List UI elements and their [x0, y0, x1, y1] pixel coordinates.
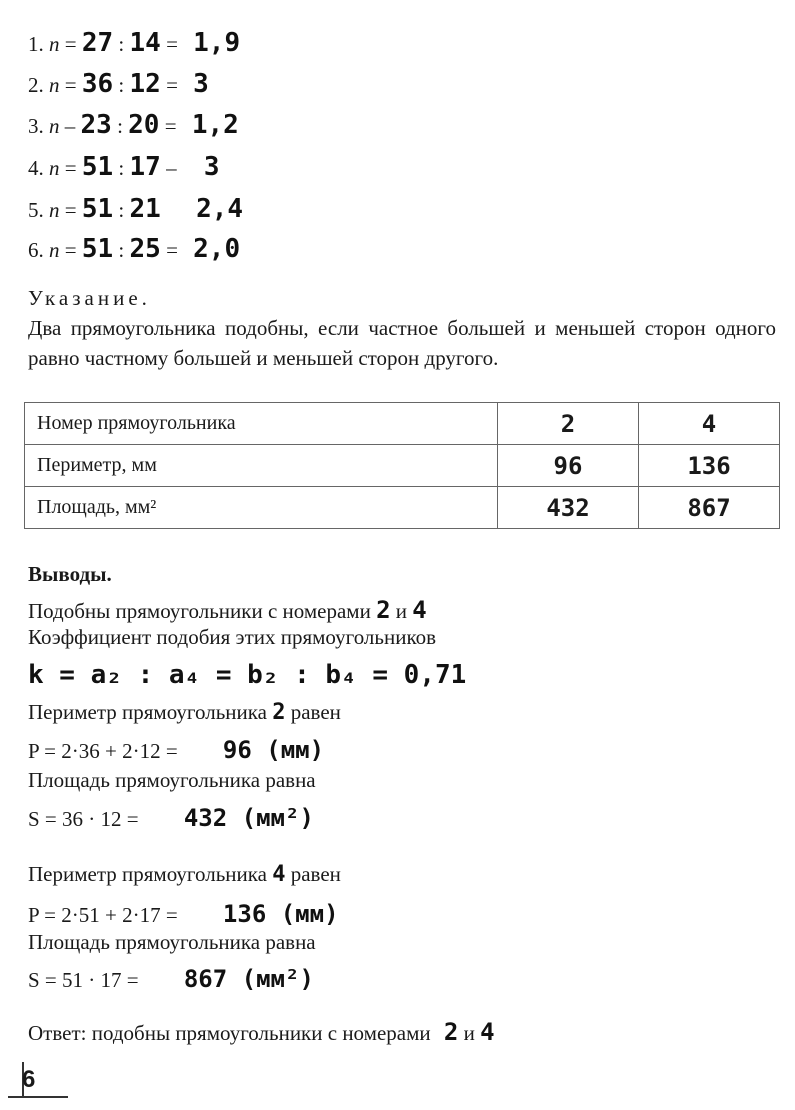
line-eq: – — [64, 114, 76, 138]
line-label: 4. — [28, 156, 44, 180]
line-eq2: = — [166, 238, 178, 262]
area-expr: S = 36 · 12 = — [28, 807, 139, 831]
line-op: : — [118, 156, 125, 180]
perimeter-suffix: равен — [290, 700, 341, 724]
table-cell-value: 136 — [639, 445, 780, 487]
area-2-calc — [28, 965, 314, 993]
line-eq: = — [64, 32, 77, 56]
answer-b: 4 — [480, 1018, 495, 1046]
line-result: 2,0 — [193, 234, 241, 264]
perimeter-text: Периметр прямоугольника — [28, 700, 267, 724]
line-var: n — [49, 32, 60, 56]
perimeter-1-line — [28, 700, 341, 725]
line-a: 51 — [81, 194, 114, 224]
perimeter-num: 2 — [272, 700, 286, 725]
hint-text: Два прямоугольника подобны, если частное большей и меньшей сторон одного равно частному большей и меньшей сторон другого. — [28, 316, 776, 370]
calc-line-3 — [28, 110, 239, 140]
line-var: n — [49, 198, 60, 222]
line-label: 6. — [28, 238, 44, 262]
rectangles-table — [24, 402, 780, 529]
line-eq: = — [64, 198, 77, 222]
area-1-calc — [28, 804, 314, 832]
line-b: 25 — [129, 234, 161, 264]
line-a: 51 — [81, 234, 114, 264]
line-label: 3. — [28, 114, 44, 138]
line-result: 3 — [193, 69, 209, 99]
calc-line-6 — [28, 234, 240, 264]
perimeter-text: Периметр прямоугольника — [28, 862, 267, 886]
perimeter-1-calc — [28, 736, 324, 764]
table-cell-value: 2 — [498, 403, 639, 445]
page-number-underline — [8, 1096, 68, 1098]
answer-a: 2 — [443, 1018, 459, 1046]
table-cell-label: Номер прямоугольника — [25, 403, 498, 445]
table-cell-value: 432 — [498, 487, 639, 529]
line-var: n — [49, 238, 60, 262]
k-expression: k = a₂ : a₄ = b₂ : b₄ = 0,71 — [28, 660, 467, 690]
answer-and: и — [463, 1021, 475, 1045]
line-op: : — [118, 32, 125, 56]
line-var: n — [49, 114, 60, 138]
area-result: 867 (мм²) — [183, 965, 314, 993]
table-cell-value: 96 — [498, 445, 639, 487]
perimeter-expr: P = 2·51 + 2·17 = — [28, 903, 178, 927]
perimeter-2-line — [28, 862, 341, 887]
area-2-text: Площадь прямоугольника равна — [28, 930, 316, 954]
line-b: 20 — [128, 110, 160, 140]
calc-line-4 — [28, 152, 219, 182]
line-b: 12 — [129, 69, 161, 99]
answer-text: Ответ: подобны прямоугольники с номерами — [28, 1021, 431, 1045]
answer-line — [28, 1018, 495, 1046]
line-b: 14 — [129, 28, 161, 58]
line-eq: = — [64, 73, 77, 97]
line-a: 27 — [81, 28, 114, 58]
line-b: 17 — [129, 152, 161, 182]
perimeter-expr: P = 2·36 + 2·12 = — [28, 739, 178, 763]
line-result: 1,2 — [191, 110, 239, 140]
calc-line-2 — [28, 69, 209, 99]
line-op: : — [117, 114, 123, 138]
calc-line-5 — [28, 194, 243, 224]
line-label: 2. — [28, 73, 44, 97]
perimeter-result: 136 (мм) — [222, 900, 339, 928]
similar-line — [28, 596, 427, 624]
coef-text: Коэффициент подобия этих прямоугольников — [28, 625, 437, 649]
line-a: 51 — [81, 152, 114, 182]
conclusions-title: Выводы. — [28, 562, 112, 586]
line-op: : — [118, 198, 125, 222]
line-op: : — [118, 238, 125, 262]
table-row — [25, 487, 780, 529]
line-b: 21 — [129, 194, 161, 224]
perimeter-num: 4 — [272, 862, 286, 887]
table-cell-value: 867 — [639, 487, 780, 529]
and-word: и — [395, 599, 408, 623]
line-a: 36 — [81, 69, 114, 99]
perimeter-suffix: равен — [290, 862, 341, 886]
line-eq2: = — [166, 32, 178, 56]
perimeter-result: 96 (мм) — [222, 736, 325, 764]
hint-title: Указание. — [28, 286, 151, 310]
line-result: 3 — [203, 152, 220, 182]
line-label: 1. — [28, 32, 44, 56]
line-var: n — [49, 156, 60, 180]
line-op: : — [118, 73, 125, 97]
line-a: 23 — [80, 110, 112, 140]
area-result: 432 (мм²) — [183, 804, 314, 832]
page-number: 6 — [22, 1066, 36, 1093]
table-cell-label: Периметр, мм — [25, 445, 498, 487]
line-result: 1,9 — [193, 28, 241, 58]
line-eq: = — [64, 238, 77, 262]
calc-line-1 — [28, 28, 240, 58]
line-eq2: = — [166, 73, 178, 97]
similar-text: Подобны прямоугольники с номерами — [28, 599, 371, 623]
table-row — [25, 403, 780, 445]
line-eq2: – — [166, 156, 177, 180]
line-var: n — [49, 73, 60, 97]
line-eq2: = — [164, 114, 177, 138]
line-eq: = — [64, 156, 77, 180]
table-cell-value: 4 — [639, 403, 780, 445]
perimeter-2-calc — [28, 900, 339, 928]
area-1-text: Площадь прямоугольника равна — [28, 768, 316, 792]
similar-a: 2 — [376, 596, 391, 624]
line-result: 2,4 — [196, 194, 244, 224]
table-cell-label: Площадь, мм² — [25, 487, 498, 529]
similar-b: 4 — [412, 596, 427, 624]
area-expr: S = 51 · 17 = — [28, 968, 139, 992]
line-label: 5. — [28, 198, 44, 222]
table-row — [25, 445, 780, 487]
